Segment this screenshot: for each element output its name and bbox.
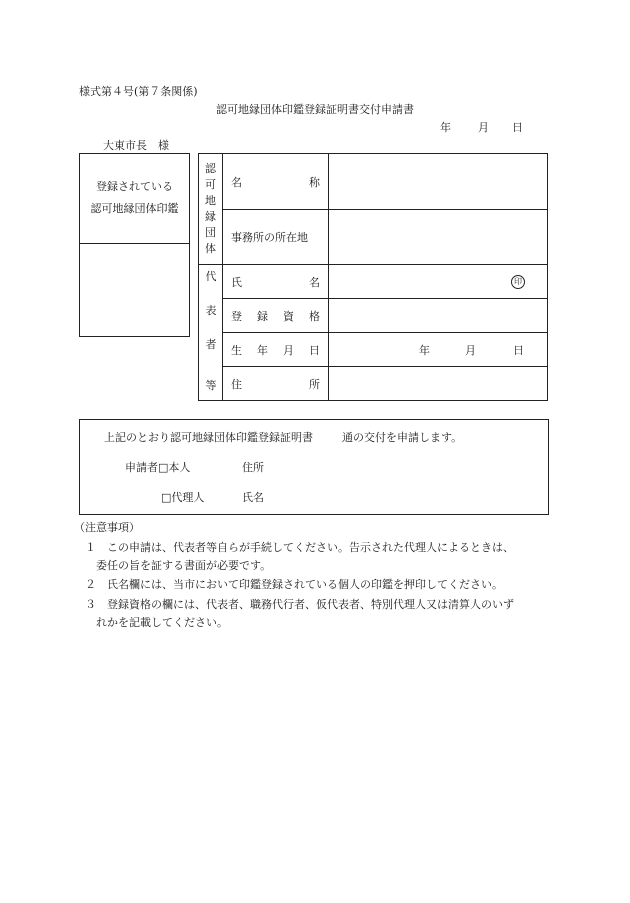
birth-label-char: 日 — [309, 343, 320, 357]
birth-label-char: 生 — [231, 343, 242, 357]
statement-part1: 上記のとおり認可地縁団体印鑑登録証明書 — [104, 431, 313, 444]
birthdate-label — [223, 333, 329, 367]
qualification-label — [223, 299, 329, 333]
birth-label-char: 月 — [283, 343, 294, 357]
rep-label-char: 等 — [205, 379, 217, 392]
registered-seal-label — [80, 176, 189, 220]
applicant-name-label: 氏名 — [242, 491, 264, 504]
registered-seal-label-line2: 認可地縁団体印鑑 — [90, 202, 179, 215]
group-label-char: 縁 — [205, 210, 216, 223]
office-address-label-text: 事務所の所在地 — [231, 231, 308, 244]
group-name-label — [223, 154, 329, 210]
option-agent-checkbox[interactable]: □代理人 — [161, 491, 205, 504]
registered-seal-label-line1: 登録されている — [96, 180, 173, 193]
group-name-label-left: 名 — [231, 175, 242, 189]
group-section-label — [199, 154, 223, 265]
date-year-label: 年 — [440, 121, 451, 134]
date-month-label: 月 — [478, 121, 489, 134]
office-address-label — [223, 210, 329, 265]
statement-part2: 通の交付を申請します。 — [342, 431, 463, 444]
group-label-char: 団 — [205, 226, 216, 239]
group-label-char: 認 — [205, 162, 216, 175]
rep-label-char: 代 — [205, 270, 217, 283]
notes-heading: （注意事項） — [74, 521, 140, 534]
note-item-1-line-2: 委任の旨を証する書面が必要です。 — [96, 559, 272, 572]
seal-mark-icon: 印 — [511, 275, 525, 289]
group-name-label-right: 称 — [309, 175, 320, 189]
date-day-label: 日 — [512, 121, 523, 134]
birthdate-field[interactable] — [329, 333, 548, 367]
qual-label-char: 登 — [231, 309, 242, 323]
group-info-table — [198, 153, 548, 401]
note-item-3-line-1: ３ 登録資格の欄には、代表者、職務代行者、仮代表者、特別代理人又は清算人のいず — [85, 598, 514, 611]
rep-address-field[interactable] — [329, 367, 548, 401]
rep-name-label-left: 氏 — [231, 275, 242, 289]
group-label-char: 体 — [205, 242, 216, 255]
form-number: 様式第４号(第７条関係) — [79, 85, 198, 98]
application-statement-box — [79, 419, 549, 515]
application-statement — [104, 429, 462, 445]
birth-day-label: 日 — [513, 343, 524, 357]
group-label-char: 可 — [205, 178, 216, 191]
rep-name-label-right: 名 — [309, 275, 320, 289]
group-label-char: 地 — [205, 194, 216, 207]
applicant-label: 申請者 — [125, 461, 158, 474]
qual-label-char: 資 — [283, 309, 294, 323]
option-self-checkbox[interactable]: □本人 — [158, 461, 191, 474]
applicant-address-label: 住所 — [242, 461, 264, 474]
rep-address-label-right: 所 — [309, 377, 320, 391]
form-title: 認可地縁団体印鑑登録証明書交付申請書 — [216, 103, 414, 116]
representative-section-label — [199, 265, 223, 401]
group-name-field[interactable] — [329, 154, 548, 210]
rep-name-field[interactable] — [329, 265, 548, 299]
birth-year-label: 年 — [419, 343, 430, 357]
rep-address-label — [223, 367, 329, 401]
seal-impression-area[interactable] — [80, 244, 189, 336]
note-item-1-line-1: １ この申請は、代表者等自らが手続してください。告示された代理人によるときは、 — [85, 541, 514, 554]
qual-label-char: 録 — [257, 309, 268, 323]
birth-month-label: 月 — [465, 343, 476, 357]
rep-label-char: 者 — [205, 338, 217, 351]
birth-label-char: 年 — [257, 343, 268, 357]
addressee: 大東市長 様 — [103, 139, 169, 152]
qual-label-char: 格 — [309, 309, 320, 323]
rep-name-label — [223, 265, 329, 299]
rep-address-label-left: 住 — [231, 377, 242, 391]
office-address-field[interactable] — [329, 210, 548, 265]
note-item-3-line-2: れかを記載してください。 — [96, 616, 228, 629]
rep-label-char: 表 — [205, 304, 217, 317]
qualification-field[interactable] — [329, 299, 548, 333]
note-item-2: ２ 氏名欄には、当市において印鑑登録されている個人の印鑑を押印してください。 — [85, 578, 503, 591]
registered-seal-box — [79, 153, 190, 337]
